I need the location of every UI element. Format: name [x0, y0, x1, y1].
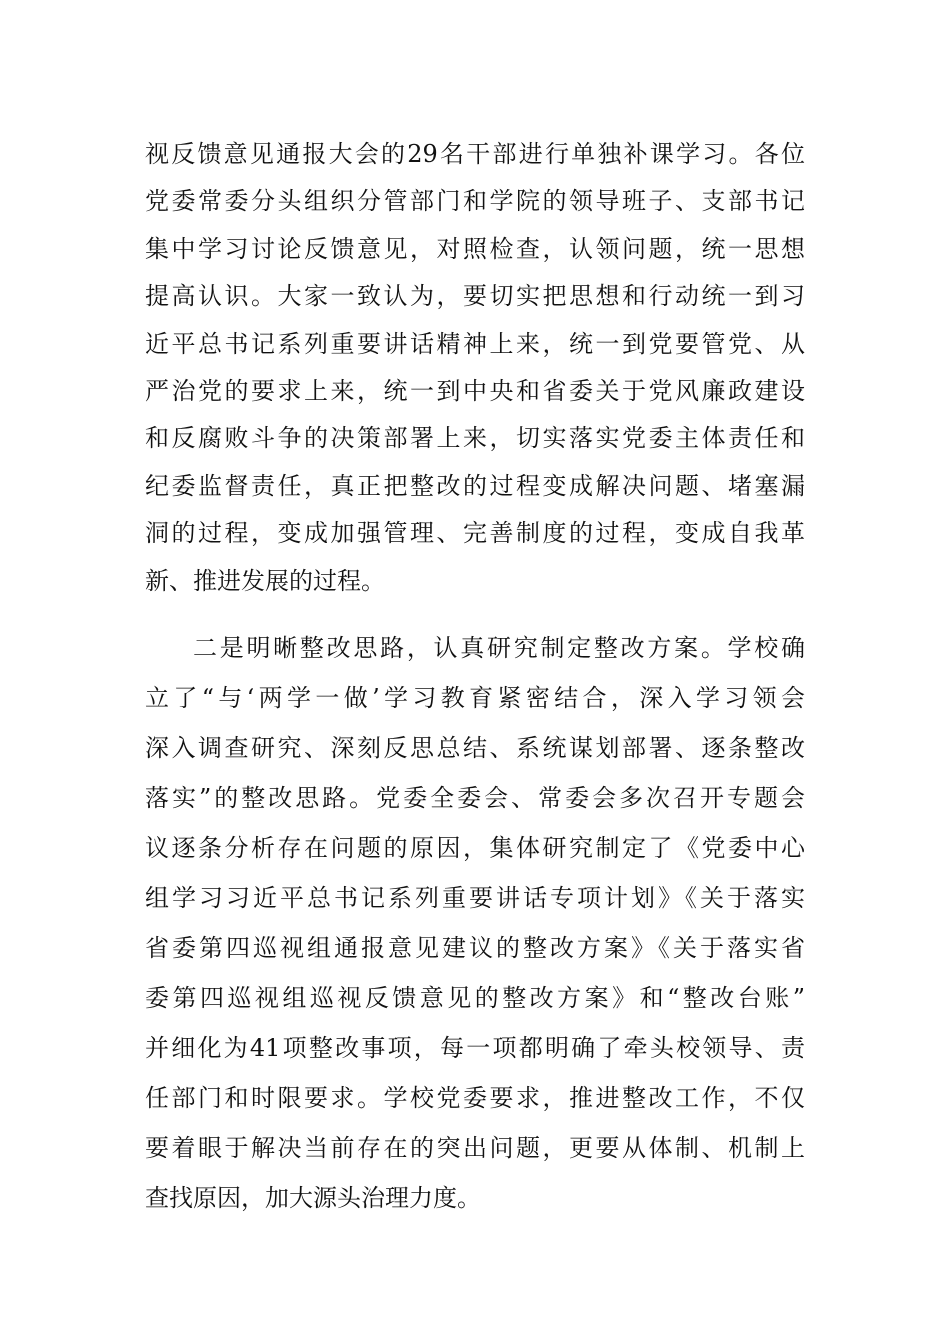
text-line: 提高认识。大家一致认为，要切实把思想和行动统一到习 [145, 282, 805, 311]
text-line: 并细化为41项整改事项，每一项都明确了牵头校领导、责 [145, 1034, 805, 1062]
text-line: 洞的过程，变成加强管理、完善制度的过程，变成自我革 [145, 519, 805, 548]
text-line: 委第四巡视组巡视反馈意见的整改方案》和“整改台账” [145, 984, 805, 1012]
text-line: 组学习习近平总书记系列重要讲话专项计划》《关于落实 [145, 884, 805, 912]
text-line: 党委常委分头组织分管部门和学院的领导班子、支部书记 [145, 187, 805, 216]
text-line: 新、推进发展的过程。 [145, 566, 385, 595]
text-line: 视反馈意见通报大会的29名干部进行单独补课学习。各位 [145, 140, 805, 168]
text-line: 查找原因，加大源头治理力度。 [145, 1184, 481, 1212]
text-line: 深入调查研究、深刻反思总结、系统谋划部署、逐条整改 [145, 734, 805, 762]
paragraph-1 [145, 131, 805, 605]
text-line: 落实”的整改思路。党委全委会、常委会多次召开专题会 [145, 784, 805, 812]
text-line: 二是明晰整改思路，认真研究制定整改方案。学校确 [193, 634, 805, 662]
text-line: 省委第四巡视组通报意见建议的整改方案》《关于落实省 [145, 934, 805, 962]
text-line: 严治党的要求上来，统一到中央和省委关于党风廉政建设 [145, 376, 805, 405]
text-line: 近平总书记系列重要讲话精神上来，统一到党要管党、从 [145, 329, 805, 358]
text-line: 立了“与‘两学一做’学习教育紧密结合，深入学习领会 [145, 684, 805, 712]
text-line: 议逐条分析存在问题的原因，集体研究制定了《党委中心 [145, 834, 805, 862]
text-line: 集中学习讨论反馈意见，对照检查，认领问题，统一思想 [145, 234, 805, 263]
text-line: 要着眼于解决当前存在的突出问题，更要从体制、机制上 [145, 1134, 805, 1162]
text-line: 和反腐败斗争的决策部署上来，切实落实党委主体责任和 [145, 424, 805, 453]
text-line: 任部门和时限要求。学校党委要求，推进整改工作，不仅 [145, 1084, 805, 1112]
text-line: 纪委监督责任，真正把整改的过程变成解决问题、堵塞漏 [145, 471, 805, 500]
paragraph-2 [145, 623, 805, 1223]
